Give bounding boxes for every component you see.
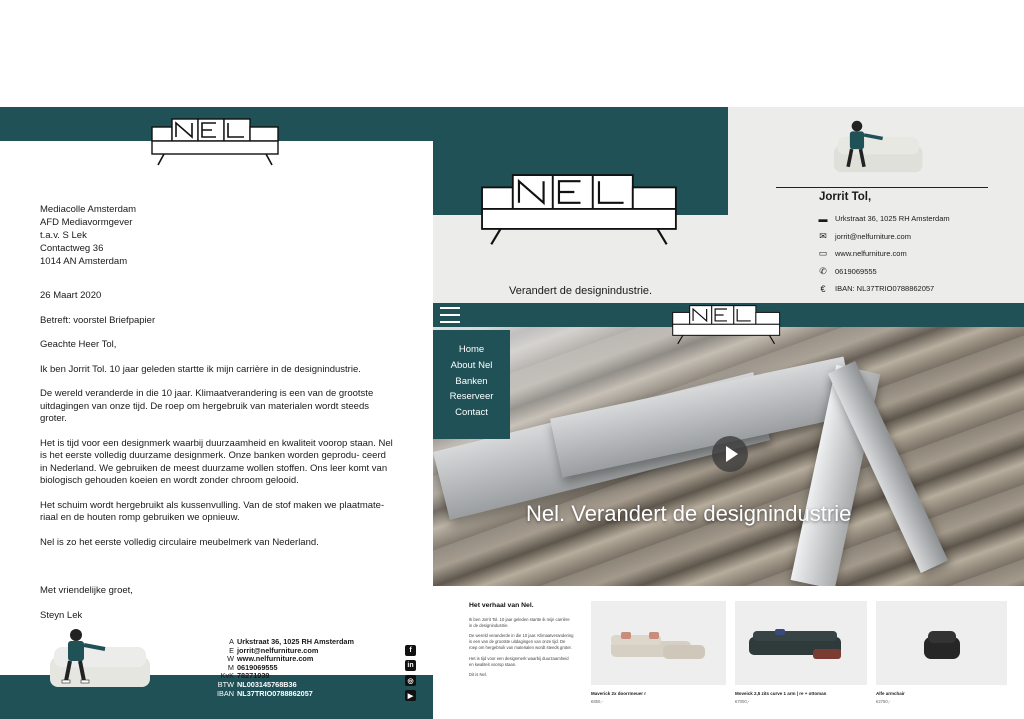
phone-icon: ✆	[819, 265, 827, 276]
card-contact-row	[818, 228, 950, 246]
product-name: Maverick 2x doorrmeuer r	[591, 691, 647, 696]
menu-item-banken[interactable]: Banken	[455, 375, 488, 387]
nel-logo	[150, 117, 282, 178]
product-image	[876, 601, 1007, 685]
recipient-line: Mediacolle Amsterdam	[40, 204, 137, 215]
letter-paragraph: Nel is zo het eerste volledig circulaire meubelmerk van Nederland.	[40, 536, 319, 548]
card-tagline: Verandert de designindustrie.	[509, 285, 653, 297]
mail-icon: ✉	[819, 230, 827, 241]
nel-logo	[478, 172, 683, 257]
euro-icon: €	[820, 283, 826, 294]
youtube-icon[interactable]: ▶	[405, 690, 416, 701]
nel-logo[interactable]	[671, 303, 783, 354]
business-card	[433, 107, 1024, 303]
footer-row	[214, 655, 354, 664]
card-contact-text: IBAN: NL37TRIO0788862057	[835, 284, 935, 294]
letter-salutation: Geachte Heer Tol,	[40, 339, 117, 350]
recipient-line: t.a.v. S Lek	[40, 230, 87, 241]
footer-key: BTW	[217, 679, 234, 689]
card-contact-row	[818, 280, 950, 298]
footer-key: W	[227, 654, 234, 664]
letterhead	[0, 107, 433, 719]
card-contact-text: 0619069555	[835, 266, 877, 276]
product-card[interactable]	[735, 601, 867, 704]
footer-value: NL37TRIO0788862057	[237, 688, 313, 698]
linkedin-icon[interactable]: in	[405, 660, 416, 671]
card-contact-name: Jorrit Tol,	[819, 191, 872, 203]
card-contact-text: jorrit@nelfurniture.com	[835, 231, 911, 241]
letter-subject: Betreft: voorstel Briefpapier	[40, 314, 156, 326]
footer-key: KvK	[220, 671, 234, 681]
play-icon	[726, 446, 738, 462]
recipient-line: AFD Mediavormgever	[40, 217, 133, 228]
menu-item-home[interactable]: Home	[458, 344, 485, 355]
person-on-sofa-illustration	[40, 627, 155, 702]
card-contact-row	[818, 245, 950, 263]
footer-row	[214, 690, 354, 699]
card-contact-list	[818, 210, 950, 298]
footer-value: Urkstraat 36, 1025 RH Amsterdam	[237, 637, 354, 646]
letter-footer-contacts	[214, 638, 354, 698]
story-paragraph: Dit is Nel.	[469, 672, 487, 678]
letter-paragraph: De wereld veranderde in die 10 jaar. Klimaatverandering is een van de grootste uitdagingen van onze tijd. De roep om hergebruik van materialen wordt steeds groter.	[40, 388, 374, 424]
website-mockup	[433, 303, 1024, 586]
footer-value: 0619069555	[237, 662, 278, 672]
product-name: Alfe armchair	[876, 691, 905, 696]
footer-key: E	[229, 645, 234, 655]
social-links	[405, 645, 416, 701]
person-on-sofa-illustration	[821, 119, 931, 186]
footer-key: A	[229, 637, 234, 646]
site-navbar	[433, 303, 1024, 327]
site-menu	[433, 330, 510, 439]
monitor-icon: ▭	[818, 248, 828, 259]
wood-plank	[550, 356, 856, 477]
footer-key: M	[227, 662, 234, 672]
letter-paragraph: Ik ben Jorrit Tol. 10 jaar geleden startte ik mijn carrière in de designindustrie.	[40, 363, 361, 375]
story-paragraph: Het is tijd voor een designmerk waarbij duurzaamheid en kwaliteit voorop staan.	[469, 655, 569, 667]
card-contact-row	[818, 263, 950, 281]
product-card[interactable]	[876, 601, 1007, 704]
letter-paragraph: Het schuim wordt hergebruikt als kussenvulling. Van de stof maken we plaatmate- riaal en de houten romp gebruiken we opnieuw.	[40, 499, 385, 523]
footer-value: NL003145768B36	[237, 679, 297, 689]
product-name: Moveick 2,5 zits curve 1 arm | re + ottoman	[735, 691, 827, 696]
play-button[interactable]	[712, 436, 748, 472]
product-card[interactable]	[591, 601, 726, 704]
product-price: €850,-	[591, 699, 603, 704]
hero-title: Nel. Verandert de designindustrie	[526, 501, 852, 526]
truck-icon: ▬	[818, 213, 828, 224]
letter-signature: Steyn Lek	[40, 609, 83, 621]
letter-date: 26 Maart 2020	[40, 290, 102, 301]
story-paragraph: De wereld veranderde in die 10 jaar. Klimaatverandering is een van de grootste uitdagingen van onze tijd. De roep om hergebruik van materialen wordt steeds groter.	[469, 633, 574, 650]
footer-key: IBAN	[216, 688, 234, 698]
facebook-icon[interactable]: f	[405, 645, 416, 656]
story-section	[469, 603, 574, 683]
footer-value: jorrit@nelfurniture.com	[237, 645, 319, 655]
footer-value: www.nelfurniture.com	[237, 654, 314, 664]
recipient-address	[40, 203, 136, 268]
menu-item-about[interactable]: About Nel	[450, 359, 493, 371]
card-contact-text: Urkstraat 36, 1025 RH Amsterdam	[835, 214, 950, 224]
hamburger-menu-icon[interactable]	[440, 307, 460, 323]
letter-paragraph: Het is tijd voor een designmerk waarbij duurzaamheid en kwaliteit voorop staan. Nel is het eerste volledig duurzame designmerk. Onze banken worden geprodu- ceerd in Nederland. We gebruiken de meest duurzame wollen stoffen. Ons leer komt van biologisch gehouden koeien en wordt zonder chroom gelooid.	[40, 437, 393, 486]
card-divider	[776, 187, 988, 188]
menu-item-contact[interactable]: Contact	[455, 407, 488, 419]
instagram-icon[interactable]: ◎	[405, 675, 416, 686]
footer-row	[214, 664, 354, 673]
card-contact-row	[818, 210, 950, 228]
letter-closing: Met vriendelijke groet,	[40, 585, 133, 596]
recipient-line: Contactweg 36	[40, 243, 104, 254]
footer-value: 78271039	[237, 671, 270, 681]
product-price: €2750,-	[876, 699, 891, 704]
recipient-line: 1014 AN Amsterdam	[40, 256, 128, 267]
menu-item-reserveer[interactable]: Reserveer	[449, 391, 494, 403]
product-image	[735, 601, 867, 685]
story-title: Het verhaal van Nel.	[469, 602, 534, 609]
card-contact-text: www.nelfurniture.com	[835, 249, 907, 259]
story-paragraph: Ik ben Jorrit Tol. 10 jaar geleden startte ik mijn carrière in de designindustrie.	[469, 616, 570, 628]
product-price: €7000,-	[735, 699, 750, 704]
letter-body	[40, 290, 395, 634]
product-image	[591, 601, 726, 685]
